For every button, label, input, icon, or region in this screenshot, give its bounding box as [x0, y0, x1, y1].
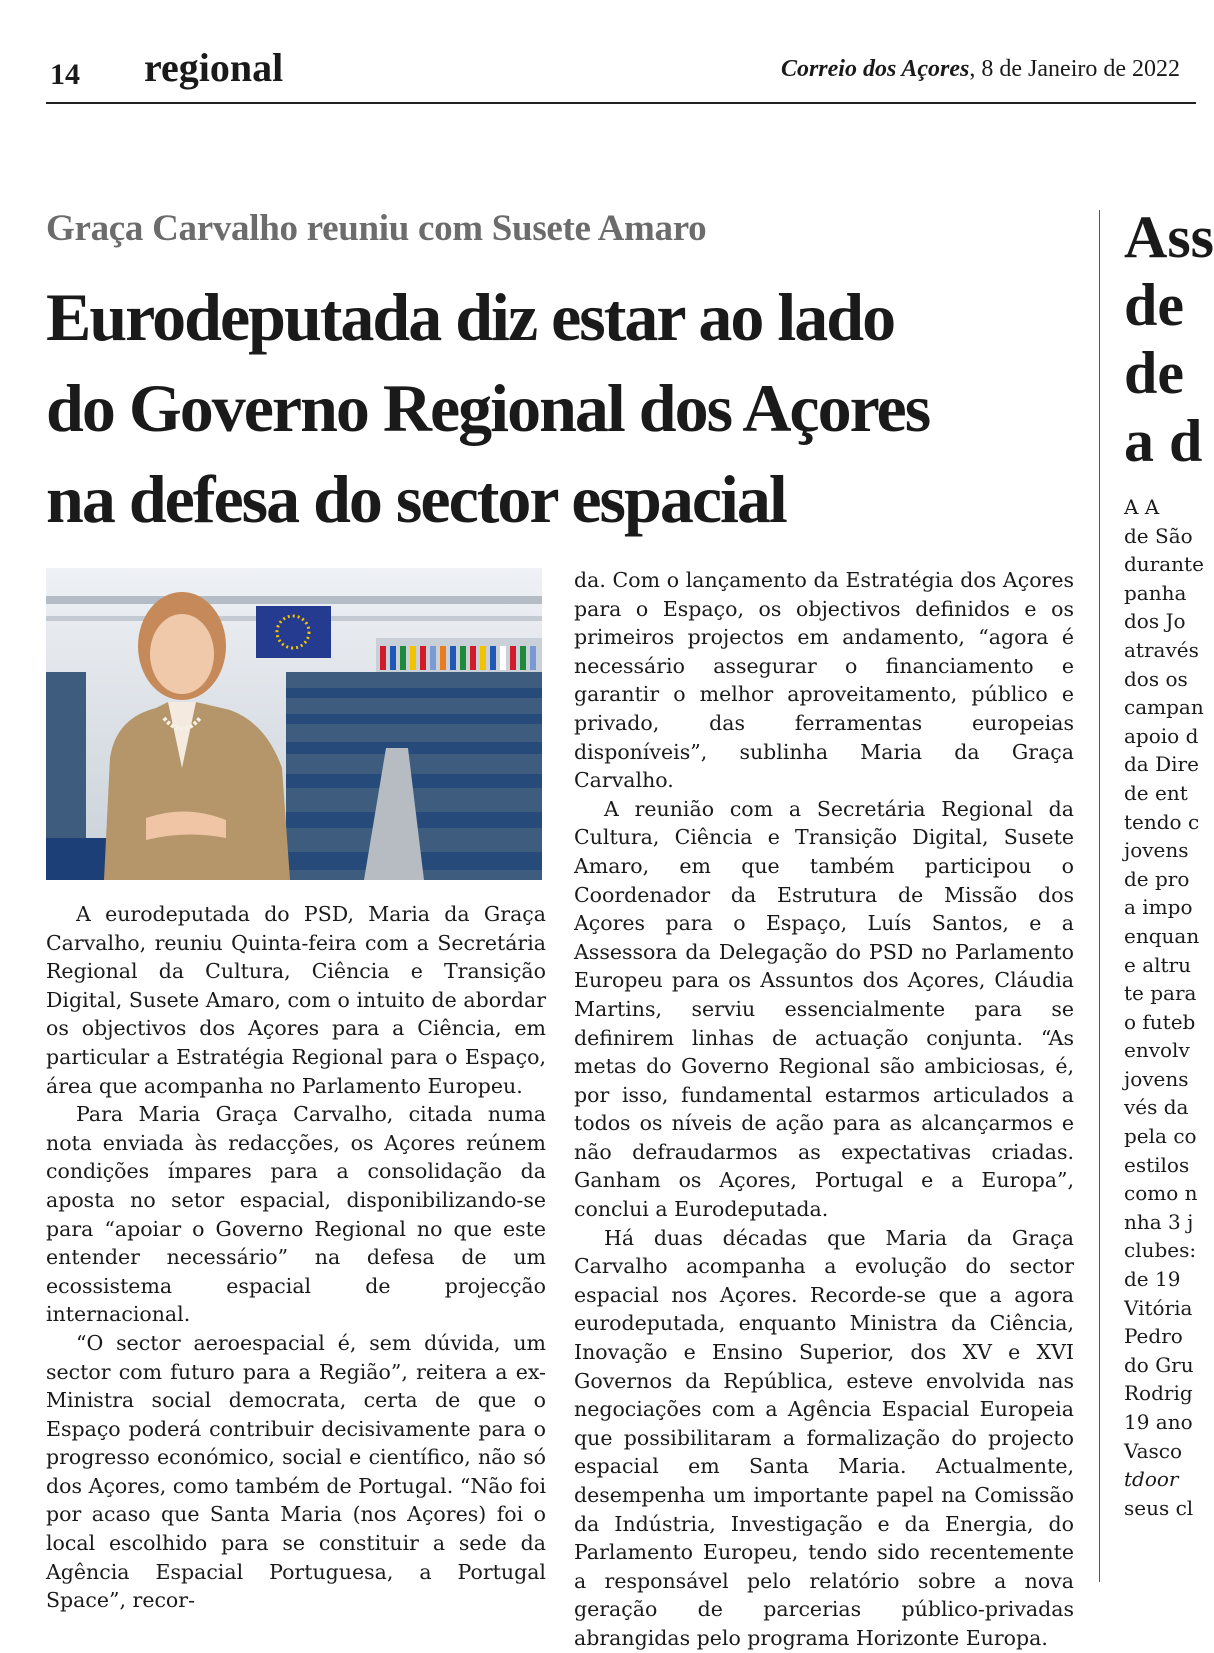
page-number: 14 — [50, 58, 80, 91]
adjacent-body-line: jovens — [1124, 1066, 1189, 1091]
adjacent-body-line: estilos — [1124, 1152, 1190, 1177]
adjacent-headline-line: Ass — [1124, 204, 1214, 270]
article-paragraph: Há duas décadas que Maria da Graça Carvalho acompanha a evolução do sector espacial nos Açores. Recorde-se que a agora eurodeputada, enquanto Ministra da Ciência, Inovação e Ensino Superior, dos XV e XVI Governos da República, esteve envolvida nas negociações com a Agência Espacial Europeia que possibilitaram a formalização do projecto espacial em Santa Maria. Actualmente, desempenha um importante papel na Comissão da Indústria, Investigação e da Energia, do Parlamento Europeu, tendo sido recentemente a responsável pelo relatório sobre a nova geração de parcerias público-privadas abrangidas pelo programa Horizonte Europa. — [574, 1225, 1074, 1650]
section-label: regional — [144, 45, 284, 90]
article-paragraph: A reunião com a Secretária Regional da Cultura, Ciência e Transição Digital, Susete Amaro, em que também participou o Coordenador da Estrutura de Missão dos Açores para o Espaço, Luís Santos, e a Assessora da Delegação do PSD no Parlamento Europeu para os Assuntos dos Açores, Cláudia Martins, serviu essencialmente para se definirem linhas de actuação conjunta. “As metas do Governo Regional são ambiciosas, é, por isso, fundamental estarmos articulados a todos os níveis de ação para as alcançarmos e não defraudarmos as expectativas criadas. Ganham os Açores, Portugal e a Europa”, conclui a Eurodeputada. — [574, 796, 1074, 1222]
adjacent-body-line: através — [1124, 637, 1199, 662]
adjacent-body-line: Vitória — [1124, 1295, 1193, 1320]
adjacent-body-line: panha — [1124, 580, 1187, 605]
column-divider — [1099, 210, 1100, 1582]
adjacent-body-line: campan — [1124, 695, 1204, 720]
adjacent-body-line: envolv — [1124, 1038, 1190, 1063]
adjacent-body-line: A A — [1124, 495, 1160, 519]
adjacent-body-line: de ent — [1124, 780, 1188, 805]
adjacent-body — [1124, 493, 1204, 1522]
adjacent-body-line: clubes: — [1124, 1238, 1197, 1263]
article-column-2 — [574, 566, 1074, 1653]
newspaper-name: Correio dos Açores — [780, 56, 970, 82]
masthead — [781, 56, 1180, 83]
adjacent-body-line: seus cl — [1124, 1495, 1194, 1520]
article-kicker: Graça Carvalho reuniu com Susete Amaro — [46, 208, 707, 249]
article-paragraph: A eurodeputada do PSD, Maria da Graça Carvalho, reuniu Quinta-feira com a Secretária Regional da Cultura, Ciência e Transição Digital, Susete Amaro, com o intuito de abordar os objectivos dos Açores para a Ciência, em particular a Estratégia Regional para o Espaço, área que acompanha no Parlamento Europeu. — [46, 902, 546, 1098]
headline-line: na defesa do sector espacial — [46, 461, 786, 537]
adjacent-body-line: a impo — [1124, 895, 1193, 920]
article-paragraph: da. Com o lançamento da Estratégia dos Açores para o Espaço, os objectivos definidos e os primeiros projectos em andamento, “agora é necessário assegurar o financiamento e garantir o melhor aproveitamento, público e privado, das ferramentas europeias disponíveis”, sublinha Maria da Graça Carvalho. — [574, 568, 1074, 793]
issue-date: , 8 de Janeiro de 2022 — [969, 56, 1180, 82]
article-column-1 — [46, 900, 546, 1615]
adjacent-article-cropped — [1124, 203, 1214, 1582]
page-header — [46, 40, 1196, 104]
adjacent-body-line: como n — [1124, 1181, 1198, 1206]
adjacent-body-line: Pedro — [1124, 1324, 1183, 1349]
adjacent-headline — [1124, 203, 1214, 475]
adjacent-body-line: do Gru — [1124, 1352, 1194, 1377]
article-paragraph: “O sector aeroespacial é, sem dúvida, um sector com futuro para a Região”, reitera a ex-Ministra social democrata, certa de que o Espaço poderá contribuir decisivamente para o progresso económico, social e científico, não só dos Açores, como também de Portugal. “Não foi por acaso que Santa Maria (nos Açores) foi o local escolhido para se constituir a sede da Agência Espacial Portuguesa, a Portugal Space”, recor- — [46, 1330, 546, 1613]
adjacent-body-line: tdoor — [1124, 1467, 1179, 1492]
adjacent-body-line: Vasco — [1124, 1438, 1183, 1463]
adjacent-body-line: pela co — [1124, 1124, 1197, 1149]
article-photo — [46, 568, 542, 880]
adjacent-body-line: durante — [1124, 552, 1204, 577]
adjacent-body-line: dos Jo — [1124, 609, 1186, 634]
headline-line: do Governo Regional dos Açores — [46, 370, 930, 446]
adjacent-body-line: de São — [1124, 523, 1193, 548]
headline-line: Eurodeputada diz estar ao lado — [46, 279, 895, 355]
adjacent-body-line: vés da — [1124, 1095, 1189, 1120]
adjacent-body-line: apoio d — [1124, 723, 1199, 748]
adjacent-headline-line: a d — [1124, 408, 1203, 474]
adjacent-body-line: de 19 — [1124, 1267, 1181, 1292]
adjacent-body-line: enquan — [1124, 923, 1200, 948]
adjacent-body-line: e altru — [1124, 952, 1191, 977]
adjacent-headline-line: de — [1124, 272, 1184, 338]
adjacent-body-line: Rodrig — [1124, 1381, 1193, 1406]
article-paragraph: Para Maria Graça Carvalho, citada numa nota enviada às redacções, os Açores reúnem condições ímpares para a consolidação da aposta no setor espacial, disponibilizando-se para “apoiar o Governo Regional no que este entender necessário” na defesa de um ecossistema espacial de projecção internacional. — [46, 1102, 546, 1327]
adjacent-headline-line: de — [1124, 340, 1184, 406]
adjacent-body-line: da Dire — [1124, 752, 1199, 777]
adjacent-body-line: 19 ano — [1124, 1410, 1193, 1434]
adjacent-body-line: o futeb — [1124, 1009, 1196, 1034]
adjacent-body-line: dos os — [1124, 666, 1188, 691]
adjacent-body-line: te para — [1124, 981, 1197, 1006]
adjacent-body-line: nha 3 j — [1124, 1209, 1194, 1234]
adjacent-body-line: de pro — [1124, 866, 1190, 891]
adjacent-body-line: tendo c — [1124, 809, 1200, 834]
article-headline — [46, 272, 1096, 545]
adjacent-body-line: jovens — [1124, 838, 1189, 863]
